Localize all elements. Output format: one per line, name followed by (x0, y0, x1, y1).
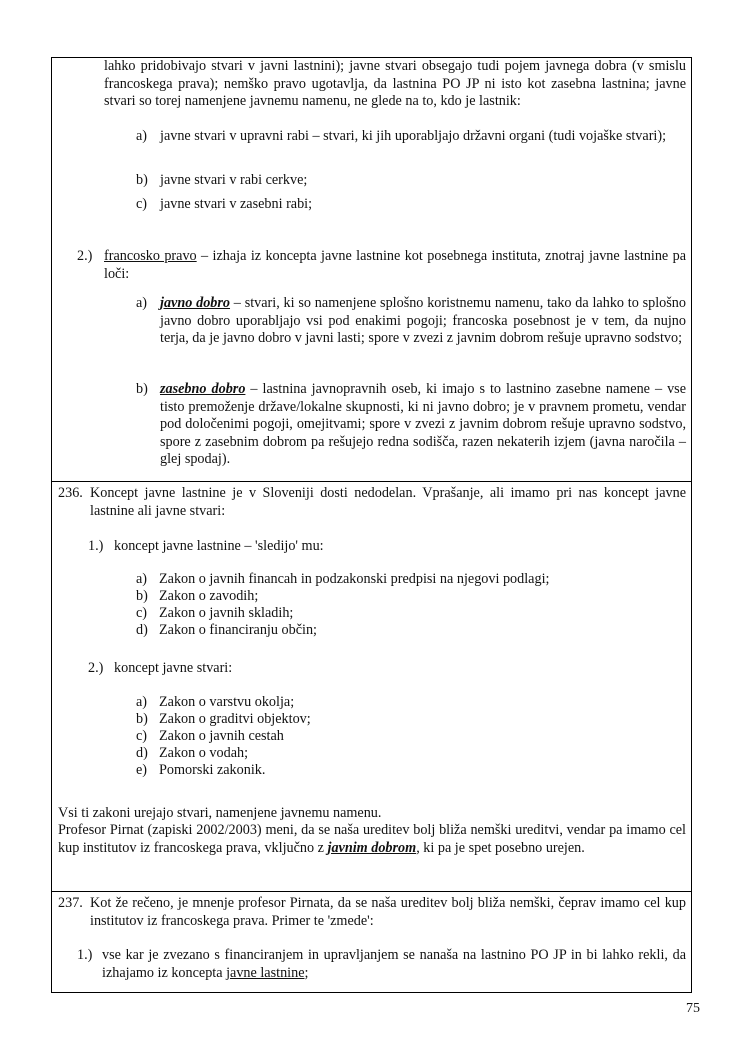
paragraph-text: Profesor Pirnat (zapiski 2002/2003) meni, da se naša ureditev bolj bliža nemški ureditvi, vendar pa imamo cel kup institutov iz francoskega prava, vključno z (58, 822, 686, 856)
paragraph-text: ; (304, 964, 309, 981)
concept-heading: koncept javne lastnine – 'sledijo' mu: (114, 538, 324, 554)
list-label: a) (136, 128, 148, 144)
list-item: Zakon o javnih financah in podzakonski predpisi na njegovi podlagi; (159, 571, 550, 587)
list-label: 1.) (77, 947, 93, 963)
paragraph-number: 236. (58, 485, 83, 501)
paragraph-text: – izhaja iz koncepta javne lastnine kot posebnega instituta, znotraj javne lastnine pa loči: (104, 248, 687, 282)
list-item: Zakon o varstvu okolja; (159, 694, 295, 710)
list-item: javne stvari v zasebni rabi; (160, 196, 313, 212)
list-label: a) (136, 295, 148, 311)
german-law-intro (104, 58, 686, 111)
paragraph-number: 237. (58, 895, 83, 911)
list-label: b) (136, 381, 148, 397)
list-item: Zakon o financiranju občin; (159, 622, 317, 638)
list-item: Zakon o javnih skladih; (159, 605, 294, 621)
paragraph-text: – stvari, ki so namenjene splošno koristnemu namenu, tako da lahko to splošno javno dobro uporabljajo vsi pod enakimi pogoji; francoska posebnost je v tem, da nujno terja, da je javno dobro v javni lasti; spore v zvezi z javnim dobrom rešuje upravno sodstvo; (160, 295, 686, 346)
conclusion-paragraph (58, 822, 686, 857)
paragraph-text: vse kar je zvezano s financiranjem in upravljanjem se nanaša na lastnino PO JP in bi lahko rekli, da izhajamo iz koncepta (102, 947, 686, 981)
list-label: b) (136, 172, 148, 188)
list-label: a) (136, 694, 148, 710)
list-item (160, 381, 686, 469)
list-label: a) (136, 571, 148, 587)
term-javnim-dobrom: javnim dobrom (327, 839, 417, 856)
section-box-236 (51, 481, 692, 892)
list-label: c) (136, 605, 148, 621)
list-label: 2.) (77, 248, 93, 264)
paragraph-text: lahko pridobivajo stvari v javni lastnini); javne stvari obsegajo tudi pojem javnega dobra (v smislu francoskega prava); nemško pravo ugotavlja, da lastnina PO JP ni isto kot zasebna lastnina; javne stvari so torej namenjene javnemu namenu, ne glede na to, kdo je lastnik: (104, 58, 686, 109)
page-number: 75 (686, 1001, 700, 1016)
term-zasebno-dobro: zasebno dobro (160, 381, 246, 397)
list-item: Zakon o vodah; (159, 745, 249, 761)
paragraph-237-intro: Kot že rečeno, je mnenje profesor Pirnata, da se naša ureditev bolj bliža nemški, čeprav imamo cel kup institutov iz francoskega prava. Primer te 'zmede': (90, 895, 686, 929)
term-javne-lastnine: javne lastnine (226, 964, 305, 981)
paragraph-text: , ki pa je spet posebno urejen. (416, 839, 585, 856)
french-law-text (104, 248, 686, 283)
list-label: c) (136, 728, 148, 744)
list-label: 1.) (88, 538, 104, 554)
conclusion-line-1: Vsi ti zakoni urejajo stvari, namenjene javnemu namenu. (58, 805, 382, 821)
list-label: e) (136, 762, 148, 778)
list-item (160, 295, 686, 348)
paragraph-236-intro: Koncept javne lastnine je v Sloveniji dosti nedodelan. Vprašanje, ali imamo pri nas koncept javne lastnine ali javne stvari: (90, 485, 686, 519)
list-label: d) (136, 745, 148, 761)
section-box-237 (51, 891, 692, 993)
list-item: Pomorski zakonik. (159, 762, 266, 778)
list-label: d) (136, 622, 148, 638)
concept-heading: koncept javne stvari: (114, 660, 233, 676)
list-item: javne stvari v upravni rabi – stvari, ki jih uporabljajo državni organi (tudi vojaške stvari); (160, 128, 667, 144)
list-label: 2.) (88, 660, 104, 676)
list-label: b) (136, 588, 148, 604)
paragraph-text: – lastnina javnopravnih oseb, ki imajo s to lastnino zasebne namene – vse tisto premoženje države/lokalne skupnosti, ki ni javno dobro; je v pravnem prometu, vendar pod določenimi pogoji, omejitvami; spore v zvezi z javnim dobrom rešuje upravno sodstvo, spore z zasebnim dobrom pa rešujejo redna sodišča, razen nekaterih izjem (javna naročila – glej spodaj). (160, 381, 686, 467)
list-item: Zakon o zavodih; (159, 588, 259, 604)
list-item: javne stvari v rabi cerkve; (160, 172, 308, 188)
list-label: c) (136, 196, 148, 212)
list-item: Zakon o javnih cestah (159, 728, 284, 744)
term-javno-dobro: javno dobro (160, 295, 231, 311)
list-item: Zakon o graditvi objektov; (159, 711, 311, 727)
list-label: b) (136, 711, 148, 727)
term-francosko-pravo: francosko pravo (104, 248, 197, 264)
list-item (102, 947, 686, 982)
section-box-continued (51, 57, 692, 482)
